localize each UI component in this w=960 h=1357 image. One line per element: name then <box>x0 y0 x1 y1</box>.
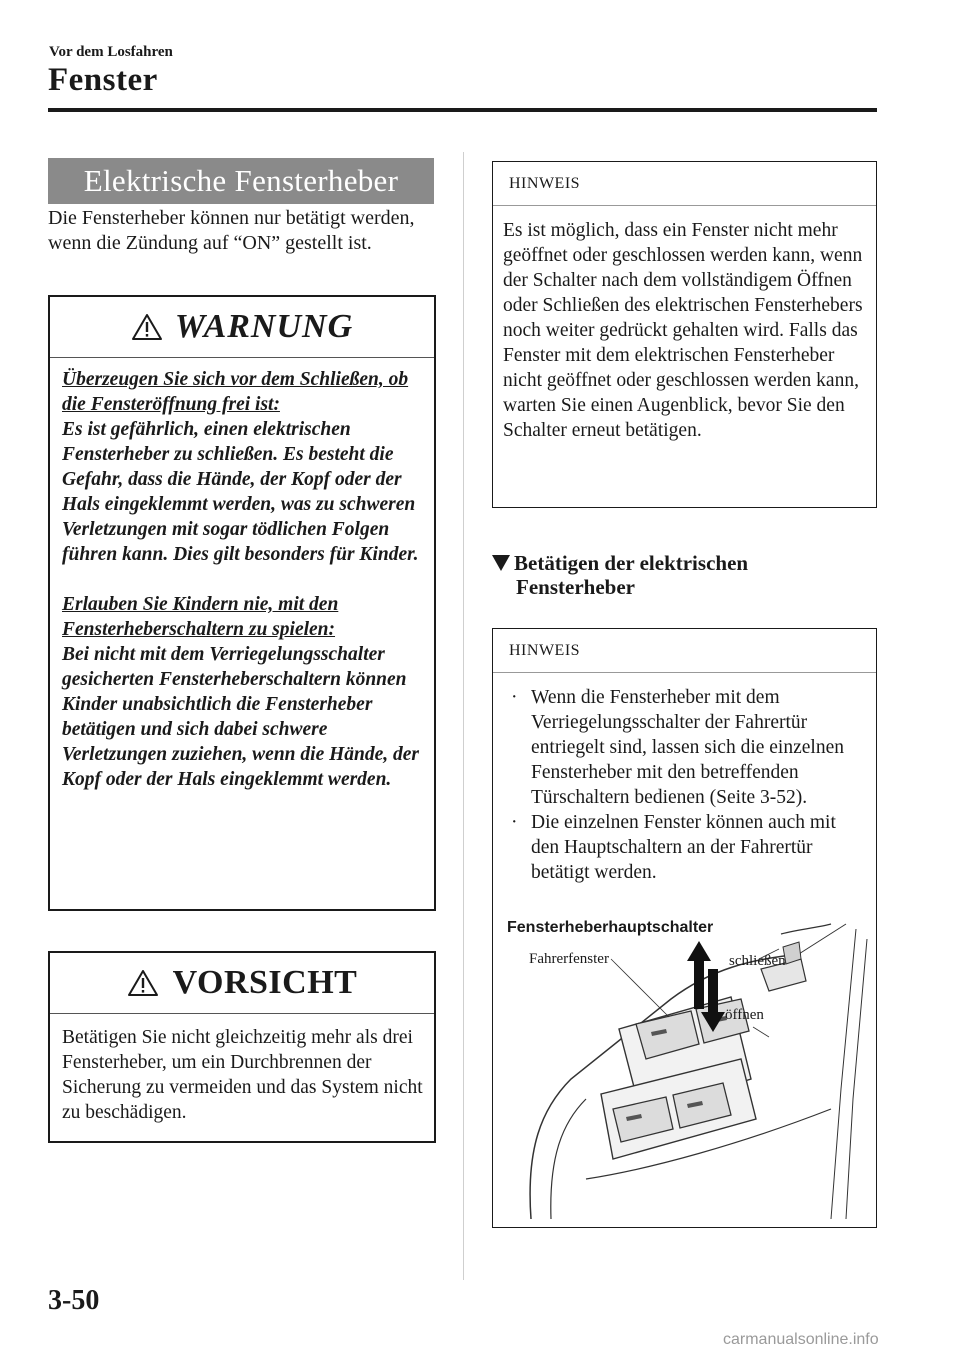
caution-text: Betätigen Sie nicht gleichzeitig mehr als drei Fensterheber, um ein Durchbrennen der Sicherung zu vermeiden und das System nicht zu beschädigen. <box>62 1027 423 1123</box>
list-item <box>503 810 868 885</box>
note-label: HINWEIS <box>493 162 876 206</box>
note-label: HINWEIS <box>493 629 876 673</box>
section-name: Vor dem Losfahren <box>49 44 173 60</box>
bullet-dot: · <box>511 812 518 833</box>
note-box-1 <box>492 161 877 508</box>
caution-label: VORSICHT <box>172 964 358 1001</box>
page-title: Fenster <box>48 62 158 98</box>
list-item <box>503 685 868 810</box>
page-number: 3-50 <box>48 1285 100 1316</box>
caution-header <box>50 953 434 1014</box>
warning-text-1: Es ist gefährlich, einen elektrischen Fensterheber zu schließen. Es besteht die Gefahr, dass die Hände, der Kopf oder der Hals eingeklemmt werden, was zu schweren Verletzungen mit sogar tödlichen Folgen führen kann. Dies gilt besonders für Kinder. <box>62 419 419 565</box>
main-switch-label: Fensterheberhauptschalter <box>507 919 714 936</box>
bullet-text: Wenn die Fensterheber mit dem Verriegelungsschalter der Fahrertür entriegelt sind, lassen sich die einzelnen Fensterheber mit den betreffenden Türschaltern bedienen (Seite 3-52). <box>531 687 844 808</box>
close-label: schließen <box>729 953 786 969</box>
title-rule <box>48 108 877 112</box>
window-switch-illustration <box>501 919 869 1219</box>
driver-window-label: Fahrerfenster <box>529 951 609 967</box>
warning-box <box>48 295 436 911</box>
note-box-2 <box>492 628 877 1228</box>
subsection-title-line-1: Betätigen der elektrischen <box>514 551 749 575</box>
caution-box <box>48 951 436 1143</box>
note-text: Es ist möglich, dass ein Fenster nicht mehr geöffnet oder geschlossen werden kann, wenn der Schalter nach dem vollständigem Öffnen oder Schließen des elektrischen Fensterhebers noch weiter gedrückt gehalten wird. Falls das Fenster mit dem elektrischen Fensterheber nicht geöffnet oder geschlossen werden kann, warten Sie einen Augenblick, bevor Sie den Schalter erneut betätigen. <box>503 220 863 441</box>
column-divider <box>463 152 464 1280</box>
warning-heading-1: Überzeugen Sie sich vor dem Schließen, ob die Fensteröffnung frei ist: <box>62 369 409 415</box>
warning-text-2: Bei nicht mit dem Verriegelungsschalter gesicherten Fensterheberschaltern können Kinder unabsichtlich die Fensterheber betätigen und sich dabei schwere Verletzungen zuziehen, wenn die Hände, der Kopf oder der Hals eingeklemmt werden. <box>62 644 420 790</box>
bullet-text: Die einzelnen Fenster können auch mit den Hauptschaltern an der Fahrertür betätigt werden. <box>531 812 836 883</box>
warning-triangle-icon <box>127 969 159 997</box>
watermark: carmanualsonline.info <box>723 1331 879 1348</box>
warning-label: WARNUNG <box>174 308 354 345</box>
section-banner: Elektrische Fensterheber <box>48 158 434 204</box>
spacer <box>62 567 424 592</box>
note-bullets <box>503 685 868 885</box>
warning-body <box>62 367 424 792</box>
bullet-dot: · <box>511 687 518 708</box>
subsection-title-line-2: Fensterheber <box>516 575 635 599</box>
down-triangle-icon <box>492 555 510 571</box>
warning-triangle-icon <box>131 313 163 341</box>
open-label: öffnen <box>725 1007 764 1023</box>
intro-text: Die Fensterheber können nur betätigt werden, wenn die Zündung auf “ON” gestellt ist. <box>48 207 415 254</box>
warning-heading-2: Erlauben Sie Kindern nie, mit den Fensterheberschaltern zu spielen: <box>62 594 339 640</box>
warning-header <box>50 297 434 358</box>
subsection-heading <box>492 551 875 599</box>
